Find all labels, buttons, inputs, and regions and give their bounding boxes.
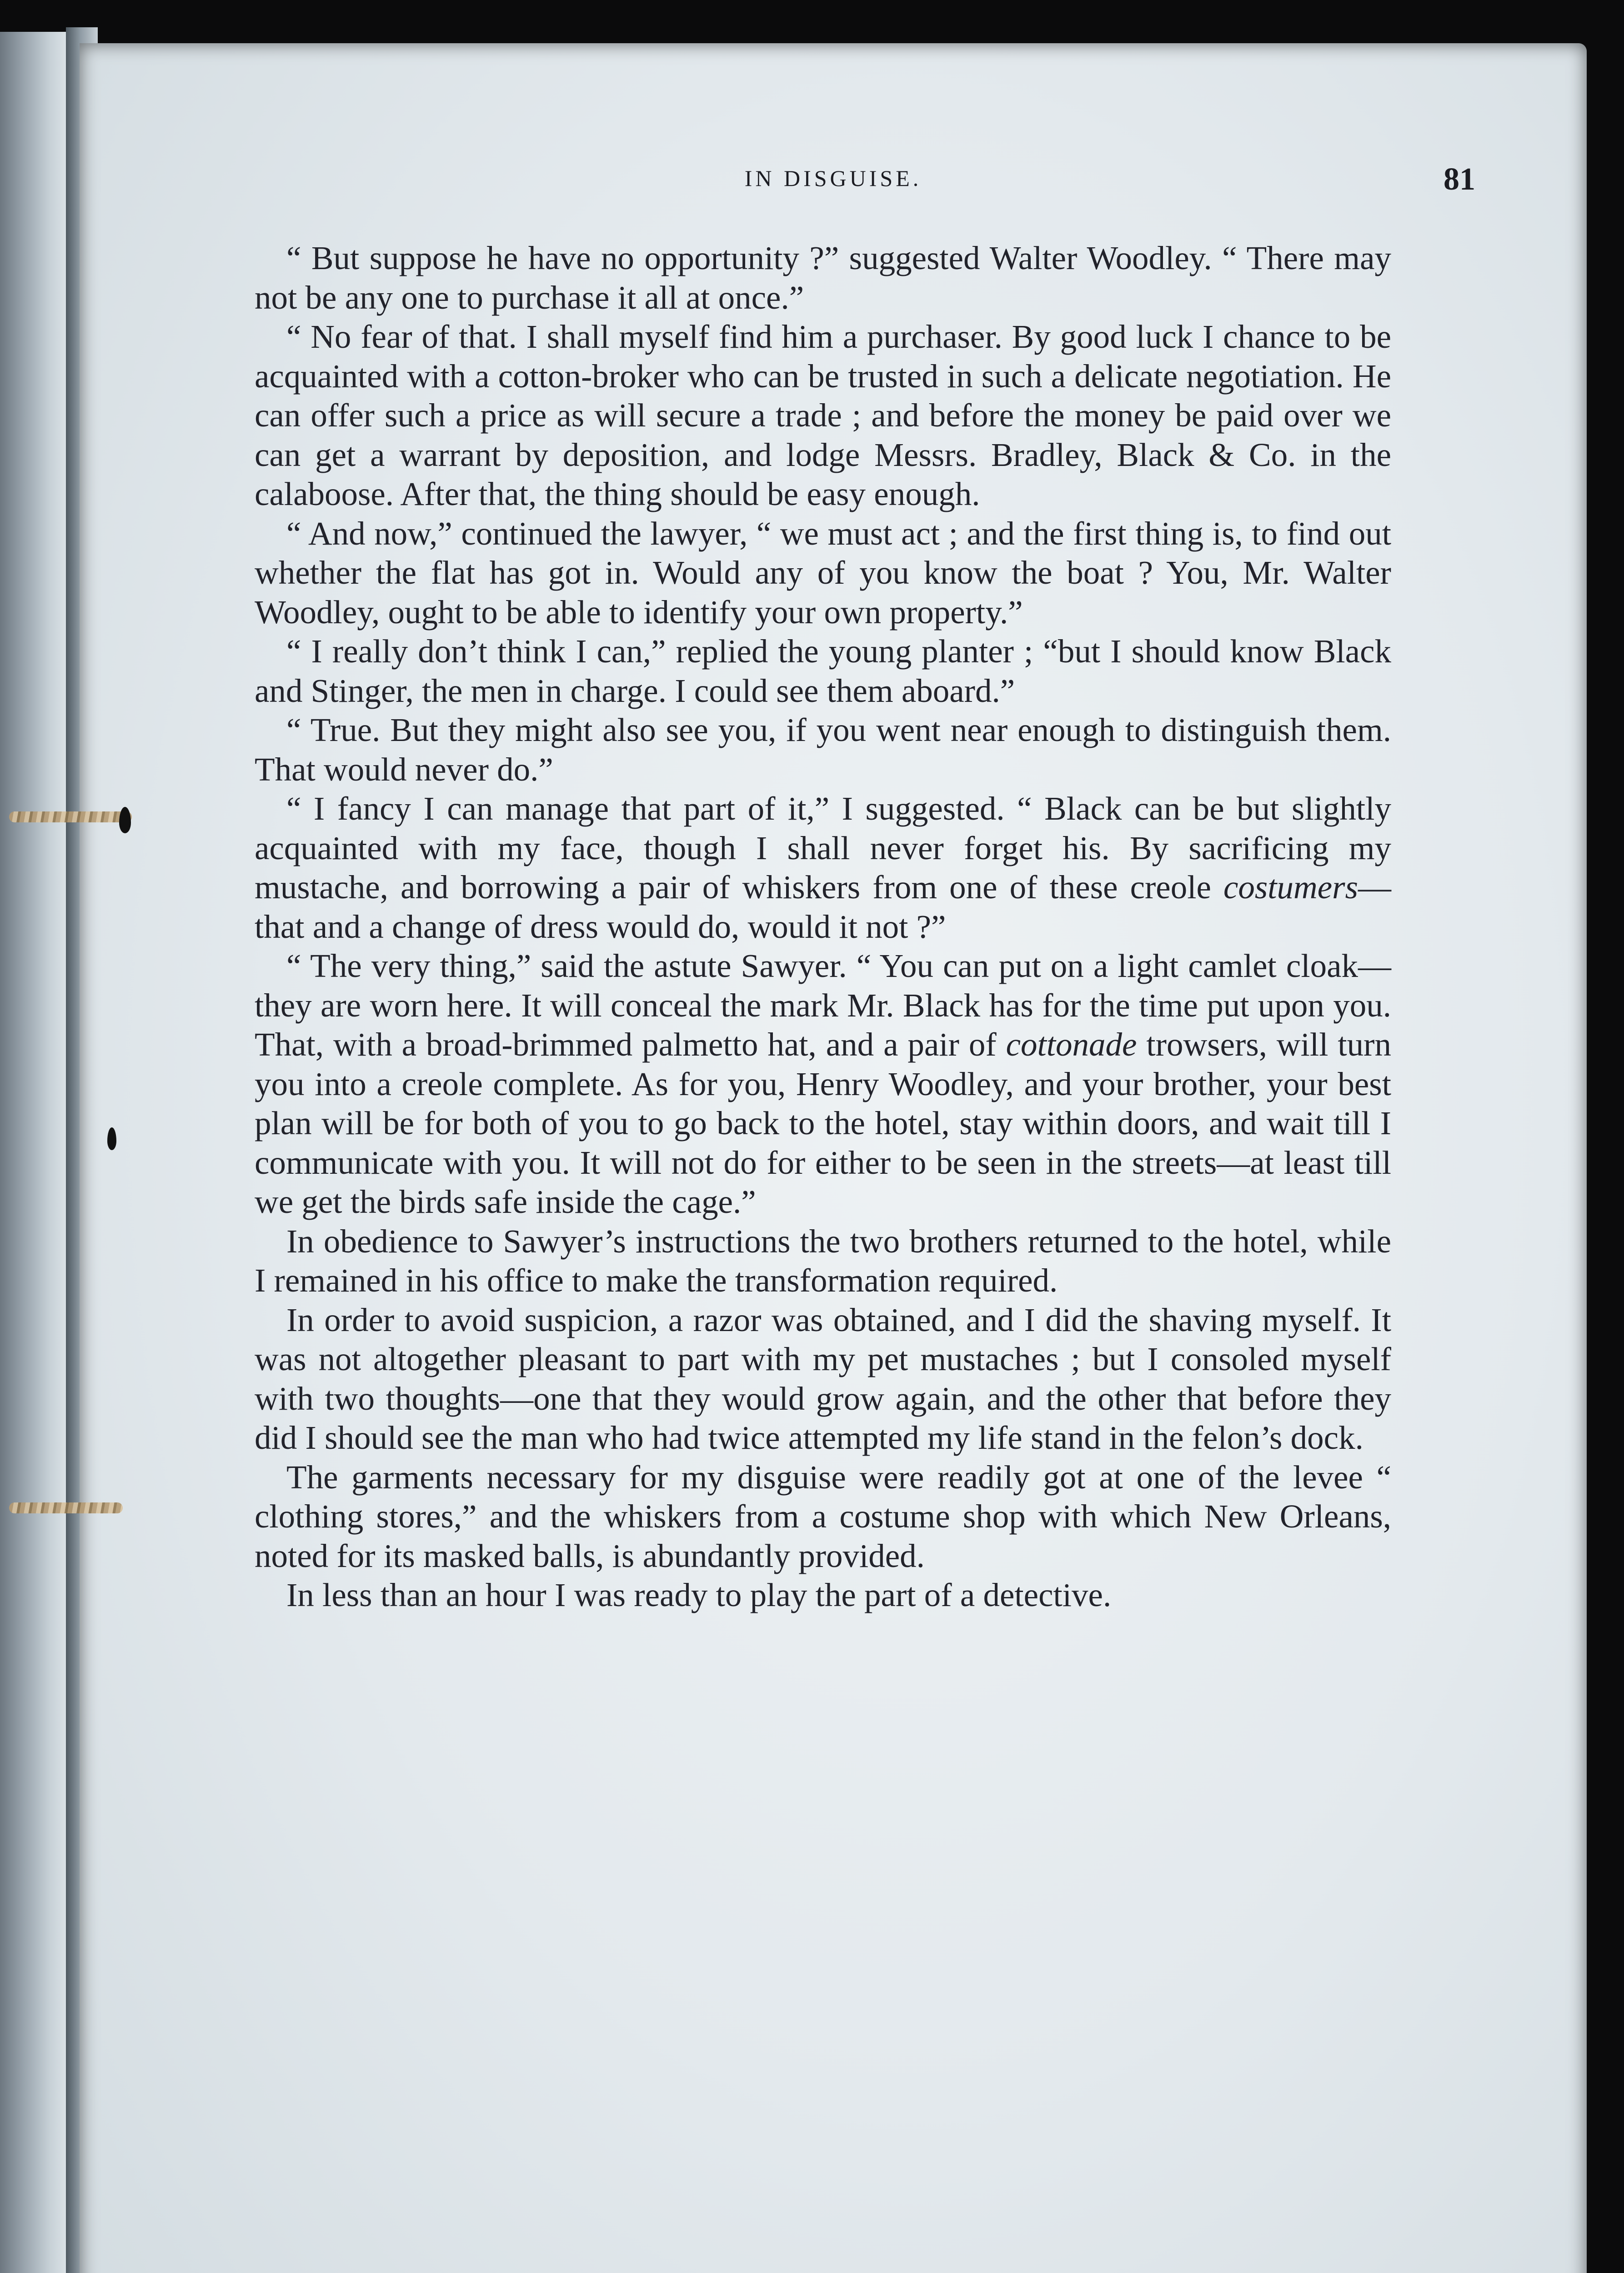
- paragraph-3: “ And now,” continued the lawyer, “ we must act ; and the first thing is, to find out whether the flat has got in. Would any of you know the boat ? You, Mr. Walter Woodley, ought to be able to identify your own property.”: [255, 515, 1391, 631]
- running-head: [80, 161, 1587, 202]
- binding-thread-lower: [9, 1502, 123, 1513]
- paragraph-6: “ I fancy I can manage that part of it,” I suggested. “ Black can be but slightly acquainted with my face, though I shall never forget his. By sacrificing my mustache, and borrowing a pair of whiskers from one of these creole costumers—that and a change of dress would do, would it not ?”: [255, 790, 1391, 945]
- paragraph-2: “ No fear of that. I shall myself find him a purchaser. By good luck I chance to be acquainted with a cotton-broker who can be trusted in such a delicate negotiation. He can offer such a price as will secure a trade ; and before the money be paid over we can get a warrant by deposition, and lodge Messrs. Bradley, Black & Co. in the calaboose. After that, the thing should be easy enough.: [255, 318, 1391, 512]
- italic-word-costumers: costumers: [1223, 869, 1358, 906]
- running-head-title: IN DISGUISE.: [744, 165, 922, 191]
- previous-page-edge: [0, 32, 70, 2273]
- paragraph-11: In less than an hour I was ready to play the part of a detective.: [286, 1577, 1112, 1613]
- paragraph-5: “ True. But they might also see you, if you went near enough to distinguish them. That would never do.”: [255, 711, 1391, 788]
- paragraph-7: “ The very thing,” said the astute Sawyer. “ You can put on a light camlet cloak—they are worn here. It will conceal the mark Mr. Black has for the time put upon you. That, with a broad-brimmed palmetto hat, and a pair of cottonade trowsers, will turn you into a creole complete. As for you, Henry Woodley, and your brother, your best plan will be for both of you to go back to the hotel, stay within doors, and wait till I communicate with you. It will not do for either to be seen in the streets—at least till we get the birds safe inside the cage.”: [255, 947, 1391, 1220]
- italic-word-cottonade: cottonade: [1006, 1026, 1137, 1063]
- paragraph-1: “ But suppose he have no opportunity ?” suggested Walter Woodley. “ There may not be any one to purchase it all at once.”: [255, 240, 1391, 316]
- paragraph-8: In obedience to Sawyer’s instructions the two brothers returned to the hotel, while I remained in his office to make the transformation required.: [255, 1222, 1391, 1299]
- paragraph-4: “ I really don’t think I can,” replied the young planter ; “but I should know Black and Stinger, the men in charge. I could see them aboard.”: [255, 633, 1391, 709]
- body-text: [255, 239, 1391, 1615]
- binding-thread-upper: [9, 811, 132, 822]
- paragraph-9: In order to avoid suspicion, a razor was obtained, and I did the shaving myself. It was not altogether pleasant to part with my pet mustaches ; but I consoled myself with two thoughts—one that they would grow again, and the other that before they did I should see the man who had twice attempted my life stand in the felon’s dock.: [255, 1301, 1391, 1456]
- page-number: 81: [1444, 162, 1475, 197]
- paragraph-10: The garments necessary for my disguise were readily got at one of the levee “ clothing stores,” and the whiskers from a costume shop with which New Orleans, noted for its masked balls, is abundantly provided.: [255, 1458, 1391, 1574]
